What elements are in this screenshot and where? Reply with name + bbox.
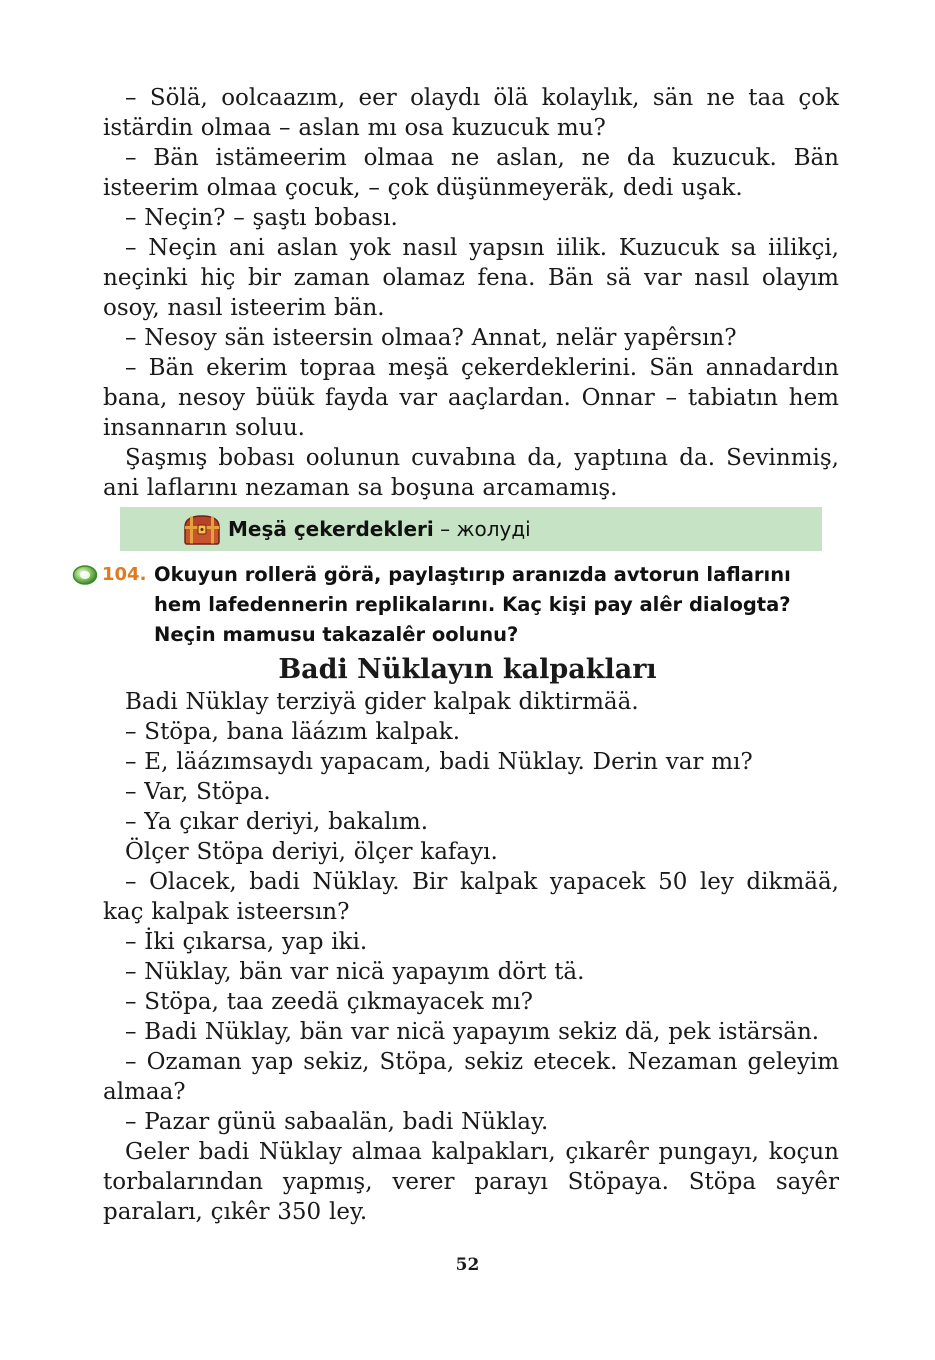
paragraph: Ölçer Stöpa deriyi, ölçer kafayı. bbox=[125, 839, 498, 865]
vocabulary-term: Meşä çekerdekleri bbox=[228, 517, 434, 541]
paragraph: – Bän istämeerim olmaa ne aslan, ne da kuzucuk. Bän isteerim olmaa çocuk, – çok düşünmeyeräk, dedi uşak. bbox=[103, 145, 839, 201]
vocabulary-entry bbox=[228, 507, 531, 551]
paragraph: – E, läázımsaydı yapacam, badi Nüklay. Derin var mı? bbox=[125, 749, 753, 775]
exercise-line: hem lafedennerin replikalarını. Kaç kişi pay alêr dialogta? bbox=[154, 593, 791, 616]
treasure-chest-icon bbox=[182, 513, 222, 547]
paragraph: – Nüklay, bän var nicä yapayım dört tä. bbox=[125, 959, 585, 985]
paragraph: – Ya çıkar deriyi, bakalım. bbox=[125, 809, 428, 835]
paragraph: – Nesoy sän isteersin olmaa? Annat, nelär yapêrsın? bbox=[125, 325, 737, 351]
vocabulary-box bbox=[120, 507, 822, 551]
paragraph: – Pazar günü sabaalän, badi Nüklay. bbox=[125, 1109, 549, 1135]
green-circle-bullet-icon bbox=[72, 565, 98, 585]
paragraph: – Badi Nüklay, bän var nicä yapayım sekiz dä, pek istärsän. bbox=[125, 1019, 820, 1045]
paragraph: – Stöpa, taa zeedä çıkmayacek mı? bbox=[125, 989, 533, 1015]
exercise-line: Neçin mamusu takazalêr oolunu? bbox=[154, 623, 519, 646]
exercise-line: Okuyun rollerä görä, paylaştırıp aranızda avtorun laflarını bbox=[154, 563, 791, 586]
paragraph: – Sölä, oolcaazım, eer olaydı ölä kolaylık, sän ne taa çok istärdin olmaa – aslan mı osa kuzucuk mu? bbox=[103, 85, 839, 141]
paragraph: – Neçin ani aslan yok nasıl yapsın iilik. Kuzucuk sa iilikçi, neçinki hiç bir zaman olamaz fena. Bän sä var nasıl olayım osoy, nasıl isteerim bän. bbox=[103, 235, 839, 321]
paragraph: Geler badi Nüklay almaa kalpakları, çıkarêr pungayı, koçun torbalarından yapmış, verer parayı Stöpaya. Stöpa sayêr paraları, çıkêr 350 ley. bbox=[103, 1139, 839, 1225]
paragraph: – Neçin? – şaştı bobası. bbox=[125, 205, 398, 231]
story-part-two bbox=[103, 687, 839, 1227]
paragraph: – Bän ekerim topraa meşä çekerdeklerini. Sän annadardın bana, nesoy büük fayda var aaçlardan. Onnar – tabiatın hem insannarın soluu. bbox=[103, 355, 839, 441]
page-number: 52 bbox=[455, 1255, 480, 1275]
paragraph: – Var, Stöpa. bbox=[125, 779, 271, 805]
paragraph: – Olacek, badi Nüklay. Bir kalpak yapacek 50 ley dikmää, kaç kalpak isteersın? bbox=[103, 869, 839, 925]
story-title: Badi Nüklayın kalpakları bbox=[278, 654, 657, 685]
paragraph: Badi Nüklay terziyä gider kalpak diktirmää. bbox=[125, 689, 639, 715]
exercise-text bbox=[154, 560, 834, 650]
paragraph: Şaşmış bobası oolunun cuvabına da, yaptıına da. Sevinmiş, ani laflarını nezaman sa boşuna arcamamış. bbox=[103, 445, 839, 501]
vocabulary-translation: – жолуді bbox=[433, 517, 531, 541]
exercise-number: 104. bbox=[102, 564, 147, 585]
story-part-one bbox=[103, 83, 839, 503]
paragraph: – İki çıkarsa, yap iki. bbox=[125, 929, 368, 955]
paragraph: – Stöpa, bana läázım kalpak. bbox=[125, 719, 461, 745]
paragraph: – Ozaman yap sekiz, Stöpa, sekiz etecek. Nezaman geleyim almaa? bbox=[103, 1049, 839, 1105]
